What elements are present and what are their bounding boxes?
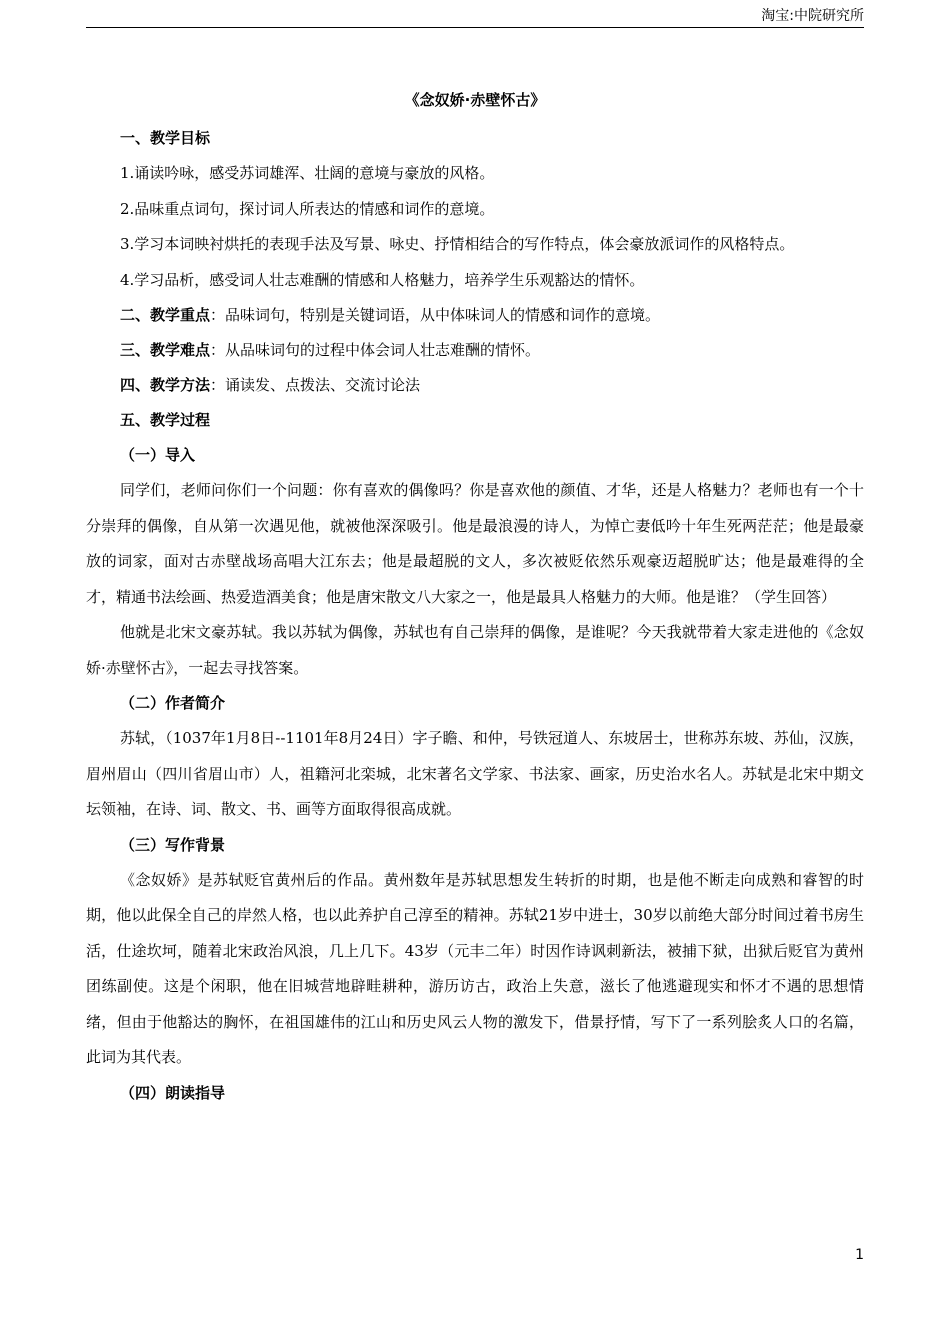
part-background-heading: （三）写作背景: [120, 835, 226, 854]
section-key-points: [86, 298, 864, 333]
methods-label: 四、教学方法: [120, 376, 211, 394]
difficulties-label: 三、教学难点: [120, 341, 211, 359]
key-points-text: ：品味词句，特别是关键词语，从中体味词人的情感和词作的意境。: [210, 306, 661, 324]
header-text: 淘宝:中院研究所: [761, 8, 864, 24]
header-divider: [86, 27, 864, 28]
section-teaching-goals-heading: 一、教学目标: [120, 129, 211, 147]
background-paragraph: 《念奴娇》是苏轼贬官黄州后的作品。黄州数年是苏轼思想发生转折的时期，也是他不断走向成熟和睿智的时期，他以此保全自己的岸然人格，也以此养护自己淳至的精神。苏轼21岁中进士，30岁以前绝大部分时间过着书房生活，仕途坎坷，随着北宋政治风浪，几上几下。43岁（元丰二年）时因作诗讽刺新法，被捕下狱，出狱后贬官为黄州团练副使。这是个闲职，他在旧城营地辟畦耕种，游历访古，政治上失意，滋长了他逃避现实和怀才不遇的思想情绪，但由于他豁达的胸怀，在祖国雄伟的江山和历史风云人物的激发下，借景抒情，写下了一系列脍炙人口的名篇，此词为其代表。: [86, 870, 864, 1066]
section-process-heading: 五、教学过程: [120, 411, 211, 429]
introduction-paragraph-2: 他就是北宋文豪苏轼。我以苏轼为偶像，苏轼也有自己崇拜的偶像，是谁呢？今天我就带着大家走进他的《念奴娇·赤壁怀古》，一起去寻找答案。: [86, 623, 864, 677]
part-author-heading: （二）作者简介: [120, 694, 226, 712]
goal-item-2: 2.品味重点词句，探讨词人所表达的情感和词作的意境。: [120, 199, 495, 218]
introduction-paragraph-1: 同学们，老师问你们一个问题：你有喜欢的偶像吗？你是喜欢他的颜值、才华，还是人格魅力？老师也有一个十分崇拜的偶像，自从第一次遇见他，就被他深深吸引。他是最浪漫的诗人，为悼亡妻低吟十年生死两茫茫；他是最豪放的词家，面对古赤壁战场高唱大江东去；他是最超脱的文人，多次被贬依然乐观豪迈超脱旷达；他是最难得的全才，精通书法绘画、热爱造酒美食；他是唐宋散文八大家之一，他是最具人格魅力的大师。他是谁？（学生回答）: [86, 481, 864, 606]
document-title: 《念奴娇·赤壁怀古》: [404, 91, 546, 109]
part-reading-guide-heading: （四）朗读指导: [120, 1083, 226, 1102]
section-methods: [86, 368, 864, 403]
page-number: 1: [855, 1247, 864, 1263]
goal-item-1: 1.诵读吟咏，感受苏词雄浑、壮阔的意境与豪放的风格。: [120, 164, 495, 182]
key-points-label: 二、教学重点: [120, 306, 211, 324]
difficulties-text: ：从品味词句的过程中体会词人壮志难酬的情怀。: [210, 341, 541, 359]
methods-text: ：诵读发、点拨法、交流讨论法: [210, 376, 421, 394]
goal-item-4: 4.学习品析，感受词人壮志难酬的情感和人格魅力，培养学生乐观豁达的情怀。: [120, 270, 645, 289]
part-introduction-heading: （一）导入: [120, 446, 196, 464]
document-body: [86, 87, 864, 1111]
goal-item-3: 3.学习本词映衬烘托的表现手法及写景、咏史、抒情相结合的写作特点，体会豪放派词作的风格特点。: [120, 235, 795, 253]
section-difficulties: [86, 333, 864, 368]
author-paragraph: 苏轼，（1037年1月8日--1101年8月24日）字子瞻、和仲，号铁冠道人、东坡居士，世称苏东坡、苏仙，汉族，眉州眉山（四川省眉山市）人，祖籍河北栾城，北宋著名文学家、书法家、画家，历史治水名人。苏轼是北宋中期文坛领袖，在诗、词、散文、书、画等方面取得很高成就。: [86, 729, 864, 818]
